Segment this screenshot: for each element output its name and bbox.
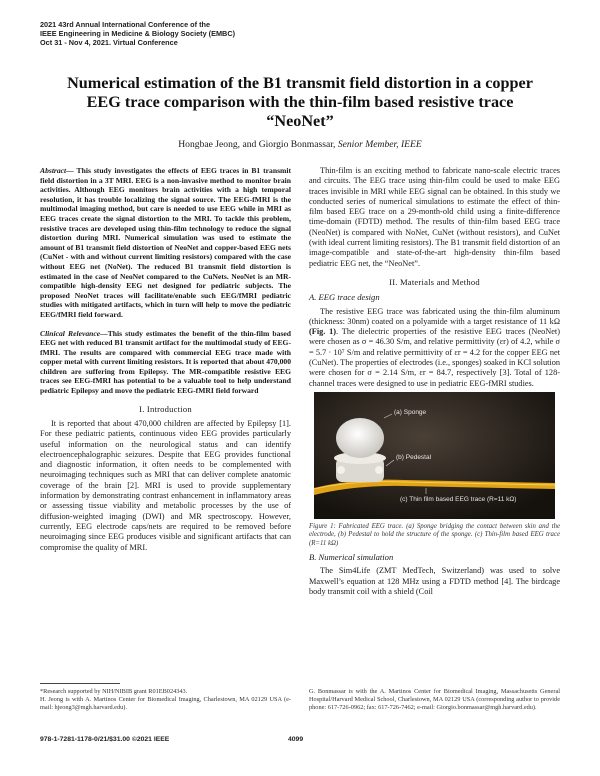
intro-paragraph: It is reported that about 470,000 children are affected by Epilepsy [1]. For these pediatric patients, continuous video EEG provides particularly useful information on the neurological status and can identify electroencephalographic seizures. Despite that EEG provides functional and diagnostic information, it often needs to be complemented with neuroimaging techniques such as MRI that can deliver complete anatomic coverage of the brain [2]. MRI is used to provide supplementary information by demonstrating contrast enhancement in inflammatory areas or assessing tissue viability and metabolic processes by the use of diffusion-weighted imaging (DWI) and MR spectroscopy. However, currently, EEG electrode caps/nets are required to be removed before neuroimaging since EEG produces visible and significant artifacts that can compromise the quality of MRI. [40,418,291,552]
label-pedestal: (b) Pedestal [396,453,432,461]
footnote-rule [40,683,120,684]
paragraph-a-text: The resistive EEG trace was fabricated using the thin-film aluminum (thickness: 30nm) coated on a polyamide with a target resistance of 11 kΩ [309,306,560,326]
body-paragraph-b: The Sim4Life (ZMT MedTech, Switzerland) was used to solve Maxwell’s equation at 128 MHz using a FDTD method [4]. The birdcage body transmit coil with a shield (Coil [309,566,560,597]
section-heading-introduction: I. Introduction [139,403,192,414]
figure-photo [314,392,555,519]
footnote-right: G. Bonmassar is with the A. Martinos Center for Biomedical Imaging, Massachusetts General Hospital/Harvard Medical School, Charlestown, MA 02129 USA (corresponding author to provide phone: 617-726-0962; fax: 617-726-7462; e-mail: Giorgio.bonmassar@mgh.harvard.edu). [309,688,560,711]
isbn-line: 978-1-7281-1178-0/21/$31.00 ©2021 IEEE [40,736,170,743]
eeg-trace-photo [314,392,555,519]
section-heading-materials: II. Materials and Method [389,276,480,287]
conference-line: 2021 43rd Annual International Conference of the [40,20,211,29]
right-column [309,166,560,597]
conference-line: Oct 31 - Nov 4, 2021. Virtual Conference [40,38,178,47]
abstract-text: — This study investigates the effects of EEG traces in B1 transmit field distortion in a 3T MRI. EEG is a non-invasive method to monitor brain activities. Although EEG monitors brain activities with a high temporal resolution, it has trouble localizing the signal source. The EEG-fMRI is the multimodal imaging method, but care is needed to use EEG while in MRI as EEG traces create the signal distortion to the MRI. To tackle this problem, resistive traces are developed using thin-film technology to reduce the signal distortion during MRI. Numerical simulation was used to estimate the amount of B1 transmit field distortion of NeoNet and copper-based EEG nets (CuNet - with and without current limiting resistors) compared with the case without EEG net (NoNet). The reduced B1 transmit field distortion is estimated in the case of NeoNet compared to the CuNets. NeoNet is an MR-compatible high-density EEG net designed for pediatric subjects. The proposed NeoNet traces will facilitate/enable such EEG/fMRI pediatric studies with mitigated artifacts, which in turn will help to move the pediatric EEG/fMRI field forward. [40,166,291,319]
conference-header [40,20,340,47]
figure-caption: Figure 1: Fabricated EEG trace. (a) Sponge bridging the contact between skin and the electrode, (b) Pedestal to hold the structure of the sponge. (c) Thin-film based EEG trace (R=11 kΩ) [309,522,560,547]
author-membership: Senior Member, IEEE [337,139,422,150]
figure-reference: (Fig. 1) [309,327,336,337]
pedestal-bump [337,466,345,474]
conference-line: IEEE Engineering in Medicine & Biology Society (EMBC) [40,29,236,38]
body-paragraph: Thin-film is an exciting method to fabricate nano-scale electric traces and circuits. The EEG trace using thin-film could be used to make EEG traces invisible in MRI while EEG signal can be obtained. In this study we conducted series of numerical simulations to estimate the effect of thin-film based EEG trace on a 29-month-old child using a finite-difference time-domain (FDTD) method. The results of thin-film based EEG trace (NeoNet) is compared with NoNet, CuNet (without resistors), and CuNet (with ideal current limiting resistors). The B1 transmit field distortion of an image-compatible and state-of-the-art high-density thin-film based pediatric EEG net, the “NeoNet”. [309,166,560,268]
page-number: 4099 [288,736,304,743]
abstract-label: Abstract [40,166,67,175]
sponge [336,418,384,458]
body-paragraph-a [309,307,560,389]
subsection-heading-a: A. EEG trace design [309,292,380,303]
pedestal-bump [375,466,383,474]
author-list [40,139,560,150]
abstract [40,166,291,320]
label-sponge: (a) Sponge [394,408,427,416]
clinical-relevance [40,329,291,396]
relevance-text: —This study estimates the benefit of the thin-film based EEG net with reduced B1 transmit artifact for the multimodal study of EEG-fMRI. The results are compared with commercial EEG trace made with copper metal with current limiting resistors. It is reported that about 470,000 children are suffering from Epilepsy. The MR-compatible resistive EEG traces see EEG-fMRI has potential to be a valuable tool to help understand pediatric Epilepsy and move the pediatric EEG-fMRI field forward [40,328,291,396]
title-line: EEG trace comparison with the thin-film based resistive trace [86,93,514,111]
relevance-label: Clinical Relevance [40,328,101,338]
paper-title [40,74,560,131]
footnote-left: *Research supported by NIH/NIBIB grant R01EB024343. H. Jeong is with A. Martinos Center for Biomedical Imaging, Charlestown, MA 02129 USA (e-mail: hjeong3@mgh.harvard.edu). [40,688,291,711]
title-line: Numerical estimation of the B1 transmit field distortion in a copper [67,74,533,92]
author-names: Hongbae Jeong, and Giorgio Bonmassar, [178,139,338,150]
left-column [40,166,291,553]
title-line: “NeoNet” [266,112,334,130]
subsection-heading-b: B. Numerical simulation [309,552,394,563]
label-trace: (c) Thin film based EEG trace (R=11 kΩ) [400,495,517,503]
paragraph-a-text-cont: . The dielectric properties of the resistive EEG traces (NeoNet) were chosen as σ = 46.30 S/m, and relative permittivity (εr) of 4.2, while σ = 5.7 · 10⁷ S/m and relative permittivity of εr = 4.2 for the copper EEG net (CuNet). The properties of electrodes (i.e., sponges) soaked in KCl solution were chosen for σ = 2.14 S/m, εr = 84.7, respectively [3]. Total of 128-channel traces were designed to use in pediatric EEG-fMRI studies. [309,327,561,388]
